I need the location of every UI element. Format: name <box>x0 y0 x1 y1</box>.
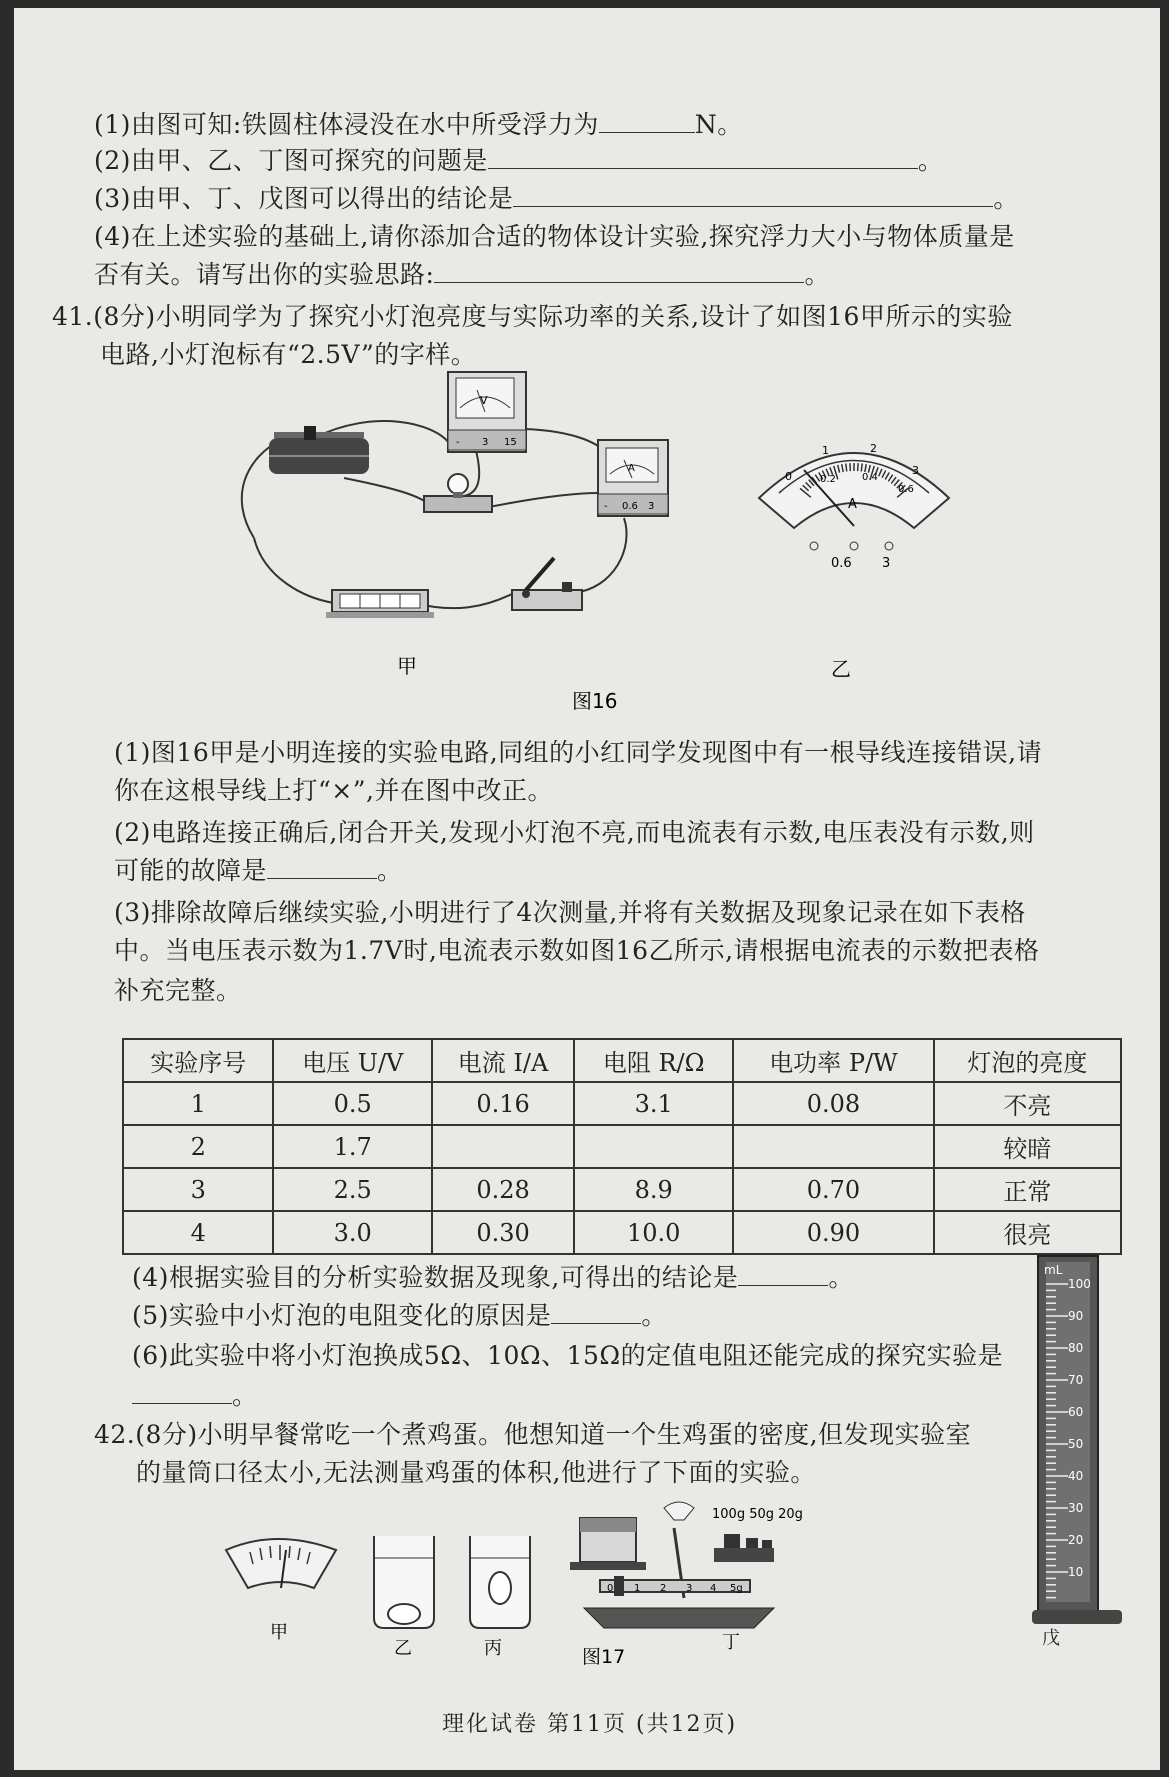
q40-item4-line1: (4)在上述实验的基础上,请你添加合适的物体设计实验,探究浮力大小与物体质量是 <box>94 222 1015 251</box>
table-row <box>123 1125 1121 1168</box>
table-header-row <box>123 1039 1121 1082</box>
answer-blank[interactable] <box>738 1261 828 1286</box>
voltmeter-unit: V <box>480 394 488 407</box>
exam-page <box>14 8 1160 1770</box>
dial-label: 0.6 <box>898 484 914 495</box>
cylinder-tick-label: 50 <box>1068 1437 1084 1451</box>
ammeter-terminal: 3 <box>648 501 655 512</box>
ammeter-dial <box>759 442 949 571</box>
ammeter-terminal: - <box>604 501 608 512</box>
figure-16 <box>14 368 1160 728</box>
voltmeter-terminal: 15 <box>504 437 517 448</box>
switch <box>512 558 582 610</box>
table-cell: 8.9 <box>574 1168 733 1211</box>
figure-17 <box>14 1488 1014 1668</box>
answer-blank[interactable] <box>267 854 377 879</box>
q40-item4-line2: 否有关。请写出你的实验思路: 。 <box>94 260 830 289</box>
cylinder-tick-label: 70 <box>1068 1373 1084 1387</box>
cylinder-tick-label: 100 <box>1068 1277 1091 1291</box>
beaker-egg-suspended <box>470 1536 530 1628</box>
beam-scale-label: 3 <box>686 1583 693 1594</box>
answer-blank[interactable] <box>513 182 993 207</box>
table-cell: 0.08 <box>733 1082 933 1125</box>
table-header-cell: 灯泡的亮度 <box>934 1039 1121 1082</box>
dial-label: 0 <box>785 470 792 483</box>
cylinder-tick-label: 10 <box>1068 1565 1084 1579</box>
cylinder-tick-label: 90 <box>1068 1309 1084 1323</box>
table-cell: 1 <box>123 1082 273 1125</box>
table-cell: 0.30 <box>432 1211 574 1254</box>
beam-scale-label: 2 <box>660 1583 667 1594</box>
figure-label-yi: 乙 <box>831 657 851 681</box>
table-cell-blank[interactable] <box>432 1125 574 1168</box>
table-cell: 不亮 <box>934 1082 1121 1125</box>
q41-item2-line1: (2)电路连接正确后,闭合开关,发现小灯泡不亮,而电流表有示数,电压表没有示数,则 <box>114 818 1035 847</box>
table-cell: 10.0 <box>574 1211 733 1254</box>
balance-pointer-scale <box>226 1539 336 1588</box>
beam-scale-label: 0 <box>607 1583 614 1594</box>
q41-item3-line1: (3)排除故障后继续实验,小明进行了4次测量,并将有关数据及现象记录在如下表格 <box>114 898 1026 927</box>
beaker-egg-bottom <box>374 1536 434 1628</box>
answer-blank[interactable] <box>132 1379 232 1404</box>
table-cell: 3.0 <box>273 1211 432 1254</box>
table-row <box>123 1211 1121 1254</box>
figure-label-jia: 甲 <box>397 654 417 678</box>
q41-item1-line1: (1)图16甲是小明连接的实验电路,同组的小红同学发现图中有一根导线连接错误,请 <box>114 738 1043 767</box>
table-cell: 4 <box>123 1211 273 1254</box>
answer-blank[interactable] <box>434 258 804 283</box>
figure-label-wu: 戊 <box>1042 1628 1060 1648</box>
dial-tick <box>846 463 847 471</box>
table-cell: 1.7 <box>273 1125 432 1168</box>
table-header-cell: 电功率 P/W <box>733 1039 933 1082</box>
beam-scale-label: 4 <box>710 1583 717 1594</box>
rheostat <box>269 426 369 474</box>
table-cell-blank[interactable] <box>733 1125 933 1168</box>
ammeter-terminal: 0.6 <box>622 501 638 512</box>
q40-item3: (3)由甲、丁、戊图可以得出的结论是 。 <box>94 184 1019 213</box>
table-cell: 2.5 <box>273 1168 432 1211</box>
cylinder-tick-label: 60 <box>1068 1405 1084 1419</box>
figure-caption: 图16 <box>572 689 618 713</box>
figure-label-yi: 乙 <box>394 1638 412 1659</box>
table-header-cell: 电流 I/A <box>432 1039 574 1082</box>
q41-item5: (5)实验中小灯泡的电阻变化的原因是 。 <box>132 1301 667 1330</box>
answer-blank[interactable] <box>488 144 918 169</box>
dial-terminal: 3 <box>882 556 891 571</box>
cylinder-tick-label: 20 <box>1068 1533 1084 1547</box>
table-cell: 很亮 <box>934 1211 1121 1254</box>
table-cell: 较暗 <box>934 1125 1121 1168</box>
q40-item2: (2)由甲、乙、丁图可探究的问题是 。 <box>94 146 944 175</box>
dial-label: 3 <box>912 464 919 477</box>
cylinder-tick-label: 80 <box>1068 1341 1084 1355</box>
cylinder-tick-label: 40 <box>1068 1469 1084 1483</box>
battery-box <box>326 590 434 618</box>
graduated-cylinder <box>1024 1248 1134 1648</box>
q41-stem-line2: 电路,小灯泡标有“2.5V”的字样。 <box>100 340 477 369</box>
table-header-cell: 电阻 R/Ω <box>574 1039 733 1082</box>
cylinder-unit: mL <box>1044 1263 1063 1277</box>
light-bulb <box>424 474 492 512</box>
dial-label: 0.2 <box>820 474 836 485</box>
q42-stem-line1: 42.(8分)小明早餐常吃一个煮鸡蛋。他想知道一个生鸡蛋的密度,但发现实验室 <box>94 1420 972 1449</box>
page-footer: 理化试卷 第11页 (共12页) <box>442 1712 738 1737</box>
voltmeter <box>448 372 526 452</box>
q42-stem-line2: 的量筒口径太小,无法测量鸡蛋的体积,他进行了下面的实验。 <box>136 1458 816 1487</box>
table-cell: 0.70 <box>733 1168 933 1211</box>
table-cell: 0.5 <box>273 1082 432 1125</box>
q41-item6-line2: 。 <box>132 1379 258 1413</box>
data-table <box>122 1038 1122 1255</box>
wire <box>254 538 334 603</box>
dial-terminal: 0.6 <box>831 556 852 571</box>
q41-item1-line2: 你在这根导线上打“×”,并在图中改正。 <box>114 776 553 805</box>
dial-unit: A <box>848 497 857 512</box>
table-cell: 0.90 <box>733 1211 933 1254</box>
table-cell: 正常 <box>934 1168 1121 1211</box>
wire <box>484 493 599 508</box>
ammeter <box>598 440 668 516</box>
q41-item3-line2: 中。当电压表示数为1.7V时,电流表示数如图16乙所示,请根据电流表的示数把表格 <box>114 936 1040 965</box>
q41-item2-line2: 可能的故障是 。 <box>114 856 403 885</box>
figure-caption: 图17 <box>582 1646 626 1668</box>
table-cell: 0.16 <box>432 1082 574 1125</box>
table-cell: 3.1 <box>574 1082 733 1125</box>
cylinder-tick-label: 30 <box>1068 1501 1084 1515</box>
dial-label: 1 <box>822 444 829 457</box>
table-row <box>123 1082 1121 1125</box>
table-cell: 0.28 <box>432 1168 574 1211</box>
beam-scale-label: 1 <box>634 1583 641 1594</box>
table-header-cell: 实验序号 <box>123 1039 273 1082</box>
table-cell: 2 <box>123 1125 273 1168</box>
table-row <box>123 1168 1121 1211</box>
dial-label: 0.4 <box>862 472 878 483</box>
figure-label-ding: 丁 <box>722 1632 740 1653</box>
table-header-cell: 电压 U/V <box>273 1039 432 1082</box>
table-cell-blank[interactable] <box>574 1125 733 1168</box>
q40-item1: (1)由图可知:铁圆柱体浸没在水中所受浮力为 N。 <box>94 110 743 139</box>
voltmeter-terminal: - <box>456 437 460 448</box>
ammeter-unit: A <box>628 463 635 474</box>
table-cell: 3 <box>123 1168 273 1211</box>
wire <box>574 518 627 593</box>
wire <box>344 478 434 513</box>
answer-blank[interactable] <box>551 1299 641 1324</box>
figure-label-bing: 丙 <box>484 1638 502 1659</box>
figure-label-jia: 甲 <box>270 1622 288 1643</box>
voltmeter-terminal: 3 <box>482 437 489 448</box>
weights-label: 100g 50g 20g <box>712 1507 803 1522</box>
answer-blank[interactable] <box>599 108 695 133</box>
dial-label: 2 <box>870 442 877 455</box>
dial-tick <box>861 463 862 471</box>
q41-stem-line1: 41.(8分)小明同学为了探究小灯泡亮度与实际功率的关系,设计了如图16甲所示的实验 <box>52 302 1013 331</box>
q41-item3-line3: 补充完整。 <box>114 976 242 1005</box>
beam-scale-label: 5g <box>730 1583 743 1594</box>
q41-item4: (4)根据实验目的分析实验数据及现象,可得出的结论是 。 <box>132 1263 854 1292</box>
q41-item6-line1: (6)此实验中将小灯泡换成5Ω、10Ω、15Ω的定值电阻还能完成的探究实验是 <box>132 1341 1004 1370</box>
